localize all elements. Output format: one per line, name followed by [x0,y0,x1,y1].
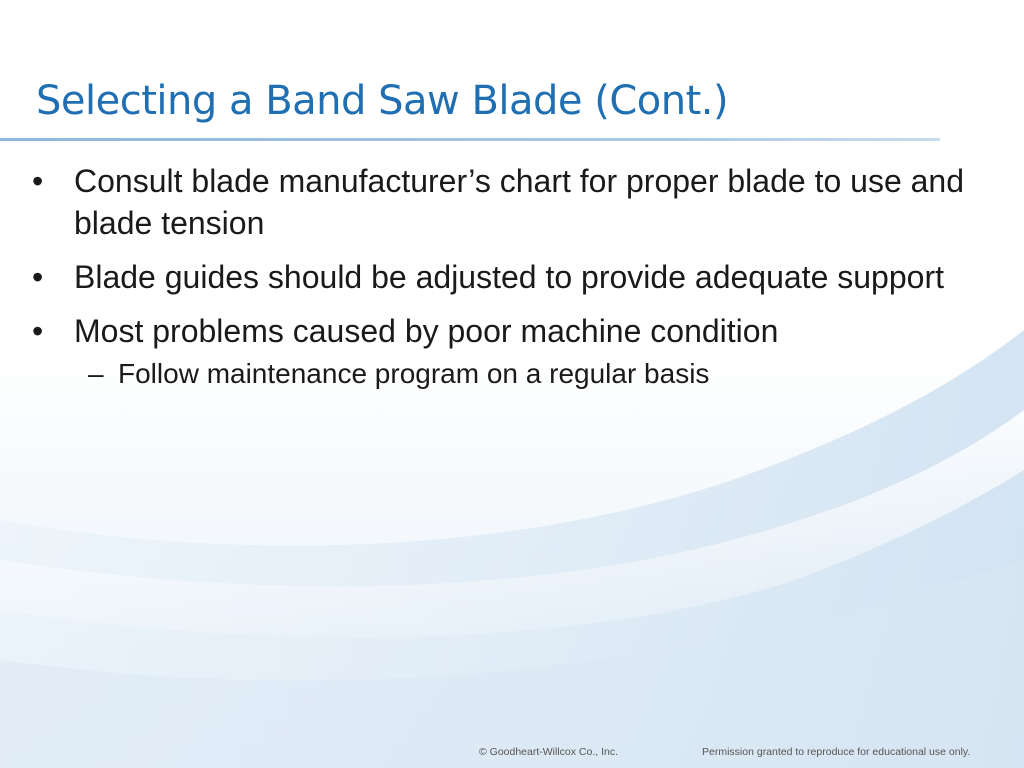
bullet-item [32,310,1002,352]
slide-body [32,160,1002,392]
bullet-marker: • [32,163,44,199]
bullet-marker: • [32,259,44,295]
sub-bullet-item [32,356,1002,392]
title-divider [0,138,940,141]
sub-bullet-text: Follow maintenance program on a regular basis [118,358,710,389]
bullet-item [32,160,1002,244]
bullet-marker: • [32,313,44,349]
sub-bullet-marker: – [88,358,104,389]
bullet-text: Consult blade manufacturer’s chart for proper blade to use and blade tension [74,163,965,241]
bullet-text: Most problems caused by poor machine condition [74,313,779,349]
bullet-item [32,256,1002,298]
bullet-text: Blade guides should be adjusted to provide adequate support [74,259,944,295]
footer-permission: Permission granted to reproduce for educational use only. [702,746,971,758]
footer-copyright: © Goodheart-Willcox Co., Inc. [479,746,619,758]
slide-title: Selecting a Band Saw Blade (Cont.) [36,78,729,124]
